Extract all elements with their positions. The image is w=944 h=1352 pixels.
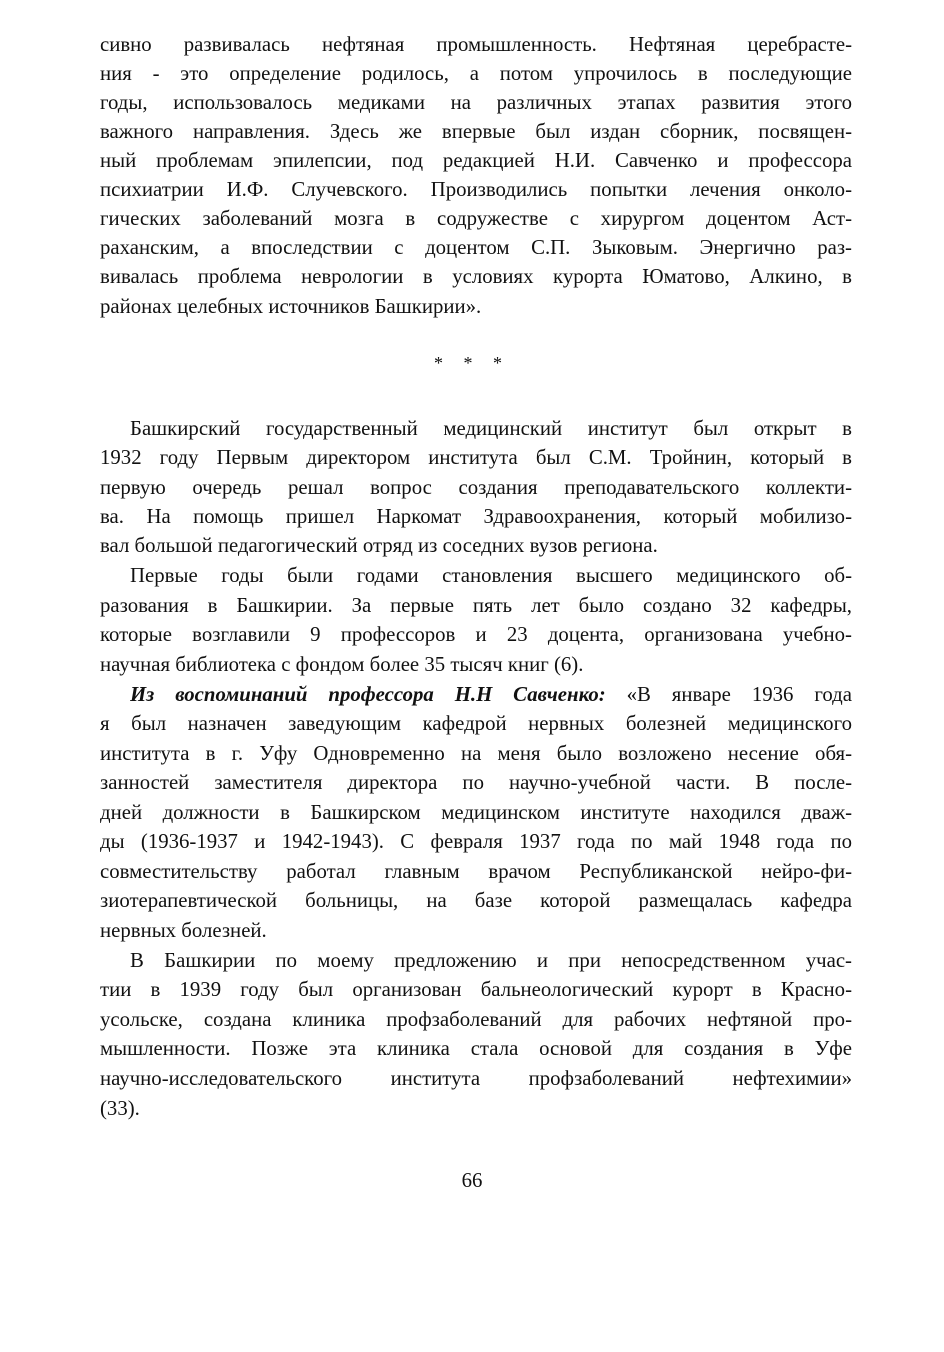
text-line: тии в 1939 году был организован бальнеологический курорт в Красно- [100,978,852,1001]
text-line: В Башкирии по моему предложению и при непосредственном учас- [130,949,852,972]
text-line: ва. На помощь пришел Наркомат Здравоохранения, который мобилизо- [100,505,852,528]
text-line: занностей заместителя директора по научно-учебной части. В после- [100,771,852,794]
text-line: вал большой педагогический отряд из соседних вузов региона. [100,534,658,557]
text-line: вивалась проблема неврологии в условиях курорта Юматово, Алкино, в [100,265,852,288]
text-line: годы, использовалось медиками на различных этапах развития этого [100,91,852,114]
text-line: (33). [100,1097,140,1120]
page-number: 66 [461,1169,483,1192]
text-line: ды (1936-1937 и 1942-1943). С февраля 1937 года по май 1948 года по [100,830,852,853]
text-line: Башкирский государственный медицинский институт был открыт в [130,417,852,440]
text-line: института в г. Уфу Одновременно на меня было возложено несение обя- [100,742,852,765]
text-line: первую очередь решал вопрос создания преподавательского коллекти- [100,476,852,499]
text-line: ный проблемам эпилепсии, под редакцией Н.И. Савченко и профессора [100,149,852,172]
text-line: психиатрии И.Ф. Случевского. Производились попытки лечения онколо- [100,178,852,201]
text-line: усольске, создана клиника профзаболеваний для рабочих нефтяной про- [100,1008,852,1031]
text-line: Первые годы были годами становления высшего медицинского об- [130,564,852,587]
text-line: нервных болезней. [100,919,267,942]
memoir-quote-start: «В январе 1936 года [605,683,852,706]
text-line: 1932 году Первым директором института был С.М. Тройнин, который в [100,446,852,469]
text-line: гических заболеваний мозга в содружестве с хирургом доцентом Аст- [100,207,852,230]
text-line: научно-исследовательского института профзаболеваний нефтехимии» [100,1067,852,1090]
text-line: мышленности. Позже эта клиника стала основой для создания в Уфе [100,1037,852,1060]
text-line: которые возглавили 9 профессоров и 23 доцента, организована учебно- [100,623,852,646]
text-line: зиотерапевтической больницы, на базе которой размещалась кафедра [100,889,852,912]
memoir-attribution: Из воспоминаний профессора Н.Н Савченко: [130,683,606,706]
text-line: сивно развивалась нефтяная промышленность. Нефтяная церебрасте- [100,33,852,56]
text-line: разования в Башкирии. За первые пять лет было создано 32 кафедры, [100,594,852,617]
text-line: дней должности в Башкирском медицинском институте находился дваж- [100,801,852,824]
text-line: совместительству работал главным врачом Республиканской нейро-фи- [100,860,852,883]
text-line: раханским, а впоследствии с доцентом С.П. Зыковым. Энергично раз- [100,236,852,259]
text-line: научная библиотека с фондом более 35 тысяч книг (6). [100,653,584,676]
text-line: районах целебных источников Башкирии». [100,295,482,318]
section-separator: * * * [434,353,510,373]
text-line: я был назначен заведующим кафедрой нервных болезней медицинского [100,712,852,735]
text-line: ния - это определение родилось, а потом упрочилось в последующие [100,62,852,85]
text-line [130,680,852,710]
text-line: важного направления. Здесь же впервые был издан сборник, посвящен- [100,120,852,143]
